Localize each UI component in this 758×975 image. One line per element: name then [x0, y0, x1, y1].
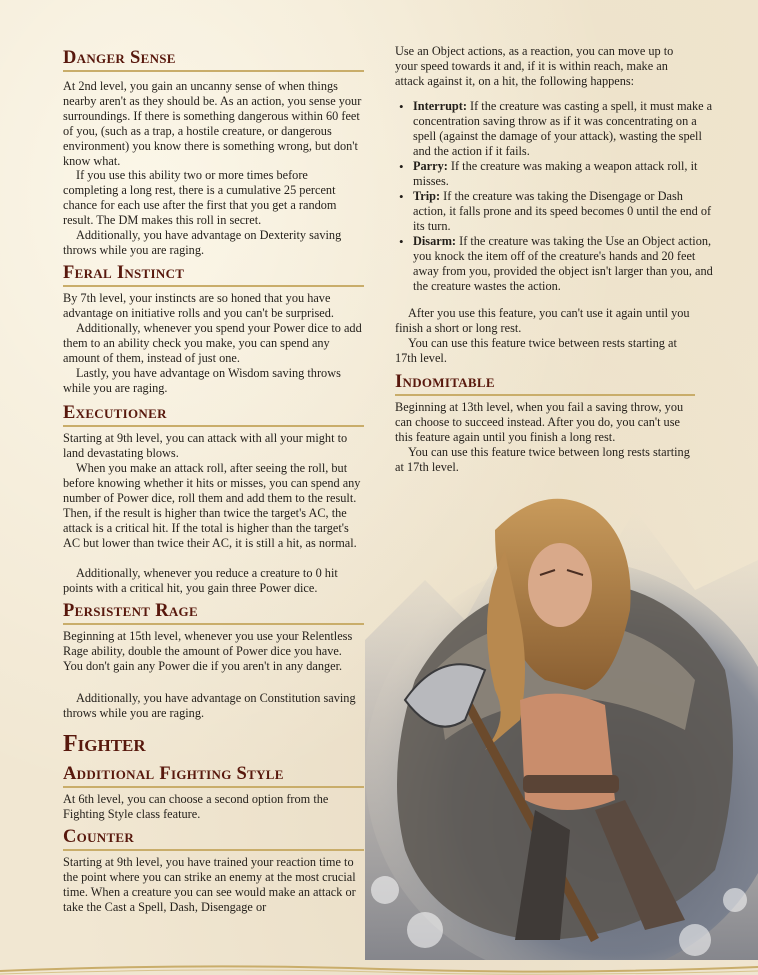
counter-after-paragraph-1: After you use this feature, you can't use it again until you finish a short or long rest.: [395, 306, 690, 335]
counter-after-paragraph-2: You can use this feature twice between rests starting at 17th level.: [395, 336, 677, 365]
feral-instinct-paragraph-2: Additionally, whenever you spend your Power dice to add them to an ability check you make, you can spend any amount of them, instead of just one.: [63, 321, 362, 365]
persistent-rage-paragraph-2: Additionally, you have advantage on Constitution saving throws while you are raging.: [63, 691, 356, 720]
indomitable-paragraph-1: Beginning at 13th level, when you fail a saving throw, you can choose to succeed instead. After you do, you can't use this feature again until you finish a long rest.: [395, 400, 684, 444]
persistent-rage-paragraph-1: Beginning at 15th level, whenever you use your Relentless Rage ability, double the amount of Power dice you have. You don't gain any Power die if you aren't in any danger.: [63, 629, 353, 673]
footer-ornament: [0, 959, 758, 975]
executioner-paragraph-2: When you make an attack roll, after seeing the roll, but before knowing whether it hits or misses, you can spend any number of Power dice, roll them and add them to the result. Then, if the result is higher than twice the target's AC, the attack is a critical hit. If the total is higher than the target's AC but lower than twice their AC, it is still a hit, as normal.: [63, 461, 361, 550]
executioner-paragraph-1: Starting at 9th level, you can attack with all your might to land devastating blows.: [63, 431, 348, 460]
fighter-heading: Fighter: [63, 731, 146, 757]
additional-fighting-style-heading: Additional Fighting Style: [63, 763, 364, 788]
indomitable-heading: Indomitable: [395, 371, 695, 396]
list-item-interrupt: • Interrupt: If the creature was casting a spell, it must make a concentration saving throw as if it was concentrating on a spell (against the damage of your attack), wasting the spell and the action if it fails.: [413, 99, 713, 159]
feral-instinct-paragraph-1: By 7th level, your instincts are so honed that you have advantage on initiative rolls and you can't be surprised.: [63, 291, 334, 320]
danger-sense-paragraph-2: If you use this ability two or more times before completing a long rest, there is a cumulative 25 percent chance for each use after the first that you get a random result. The DM makes this roll in secret.: [63, 168, 337, 227]
additional-fighting-style-paragraph: At 6th level, you can choose a second option from the Fighting Style class feature.: [63, 792, 329, 821]
counter-options-list: [395, 99, 713, 294]
danger-sense-heading: Danger Sense: [63, 47, 364, 72]
counter-continued-paragraph: Use an Object actions, as a reaction, you can move up to your speed towards it and, if it is within reach, make an attack against it, on a hit, the following happens:: [395, 44, 674, 88]
feral-instinct-heading: Feral Instinct: [63, 262, 364, 287]
indomitable-paragraph-2: You can use this feature twice between long rests starting at 17th level.: [395, 445, 690, 474]
barbarian-illustration: [345, 470, 758, 960]
counter-heading: Counter: [63, 826, 364, 851]
executioner-heading: Executioner: [63, 402, 364, 427]
danger-sense-paragraph-3: Additionally, you have advantage on Dexterity saving throws while you are raging.: [63, 228, 342, 257]
feral-instinct-paragraph-3: Lastly, you have advantage on Wisdom saving throws while you are raging.: [63, 366, 341, 395]
counter-paragraph-1: Starting at 9th level, you have trained your reaction time to the point where you can strike an enemy at the most crucial time. When a creature you can see would make an attack or take the Cast a Spell, Dash, Disengage or: [63, 855, 356, 914]
list-item-disarm: • Disarm: If the creature was taking the Use an Object action, you knock the item off of the creature's hands and 20 feet away from you, provided the object isn't larger than you, and the creature wastes the action.: [413, 234, 713, 294]
list-item-parry: • Parry: If the creature was making a weapon attack roll, it misses.: [413, 159, 713, 189]
danger-sense-paragraph-1: At 2nd level, you gain an uncanny sense of when things nearby aren't as they should be. As an action, you sense your surroundings. If there is something dangerous within 60 feet of you, (such as a trap, a hostile creature, or dangerous environment) you know there is something wrong, but don't know what.: [63, 79, 362, 168]
persistent-rage-heading: Persistent Rage: [63, 600, 364, 625]
list-item-trip: • Trip: If the creature was taking the Disengage or Dash action, it falls prone and its speed becomes 0 until the end of its turn.: [413, 189, 713, 234]
executioner-paragraph-3: Additionally, whenever you reduce a creature to 0 hit points with a critical hit, you gain three Power dice.: [63, 566, 338, 595]
